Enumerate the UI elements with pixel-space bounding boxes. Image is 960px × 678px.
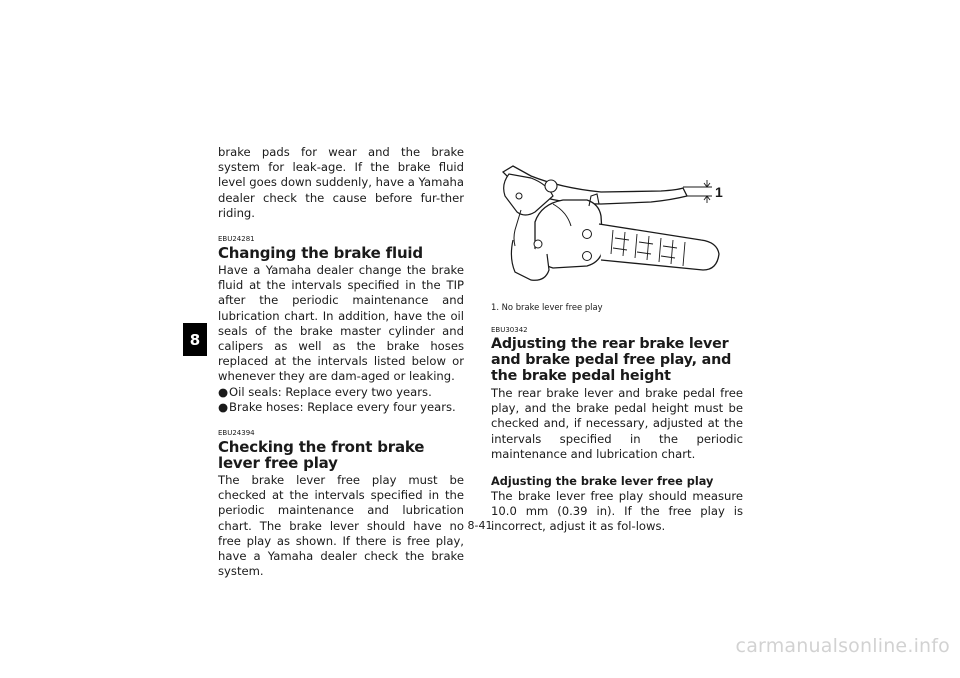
- section-code: EBU30342: [491, 326, 528, 334]
- bullet-icon: ●: [218, 384, 229, 399]
- section-body: Have a Yamaha dealer change the brake fluid at the intervals specified in the TIP after the periodic maintenance and lubrication chart. In addition, have the oil seals of the brake master cylinder and calipers as well as the brake hoses replaced at the intervals listed below or whenever they are dam-aged or leaking.: [218, 263, 464, 384]
- subsection-body: The brake lever free play should measure 10.0 mm (0.39 in). If the free play is incorrect, adjust it as fol-lows.: [491, 489, 743, 534]
- watermark: carmanualsonline.info: [735, 635, 950, 657]
- brake-lever-illustration: [491, 160, 743, 294]
- section-heading: Changing the brake fluid: [218, 244, 423, 263]
- chapter-tab: 8: [183, 323, 207, 356]
- brake-lever-drawing: [491, 160, 743, 294]
- section-heading: Adjusting the rear brake lever and brake pedal free play, and the brake pedal height: [491, 336, 732, 384]
- intro-paragraph: brake pads for wear and the brake system for leak-age. If the brake fluid level goes down suddenly, have a Yamaha dealer check the cause before fur-ther riding.: [218, 145, 464, 220]
- subsection-heading: Adjusting the brake lever free play: [491, 475, 714, 489]
- section-body: The brake lever free play must be checked at the intervals specified in the periodic maintenance and lubrication chart. The brake lever should have no free play as shown. If there is free play, have a Yamaha dealer check the brake system.: [218, 473, 464, 579]
- page-number: 8-41: [467, 519, 493, 532]
- section-code: EBU24394: [218, 429, 255, 438]
- list-item: ● Brake hoses: Replace every four years.: [218, 399, 456, 414]
- section-body: The rear brake lever and brake pedal free play, and the brake pedal height must be checked and, if necessary, adjusted at the intervals specified in the periodic maintenance and lubrication chart.: [491, 386, 743, 461]
- bullet-list: [218, 385, 464, 415]
- bullet-icon: ●: [218, 399, 229, 414]
- callout-number: 1: [715, 184, 723, 200]
- section-code: EBU24281: [218, 235, 255, 244]
- list-item: ● Oil seals: Replace every two years.: [218, 384, 432, 399]
- figure-caption: 1. No brake lever free play: [491, 302, 603, 312]
- section-heading: Checking the front brake lever free play: [218, 438, 425, 473]
- left-column: [218, 145, 464, 579]
- right-column: [491, 160, 743, 535]
